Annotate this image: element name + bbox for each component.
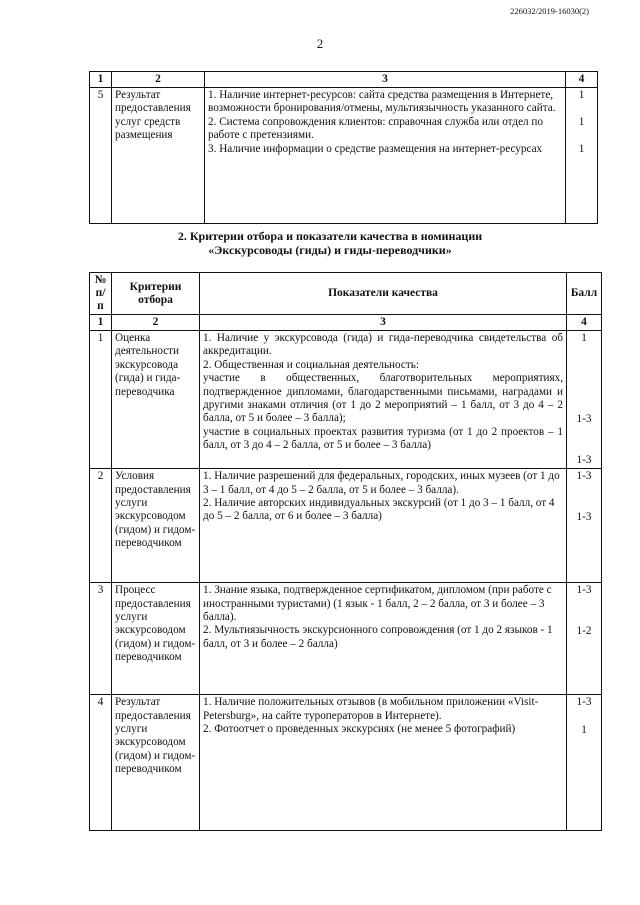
criterion-cell: Результат предоставления услуги экскурсоводом (гидом) и гидом-переводчиком <box>112 695 200 831</box>
row-number: 5 <box>90 88 112 224</box>
section-title-line: 2. Критерии отбора и показатели качества в номинации <box>177 229 483 243</box>
score-cell <box>567 695 602 831</box>
header-num: № п/п <box>90 273 112 315</box>
section-title-line: «Экскурсоводы (гиды) и гиды-переводчики» <box>208 243 452 257</box>
indicator-item: 2. Фотоотчет о проведенных экскурсиях (не менее 5 фотографий) <box>203 723 516 736</box>
table-row <box>90 88 598 224</box>
column-numbers-row <box>90 315 602 331</box>
page-number: 2 <box>316 36 324 51</box>
criteria-table-accommodation <box>89 71 598 224</box>
table-header-row <box>90 273 602 315</box>
table-row <box>90 469 602 583</box>
criterion-cell: Условия предоставления услуги экскурсоводом (гидом) и гидом-переводчиком <box>112 469 200 583</box>
indicator-item: 2. Наличие авторских индивидуальных экскурсий (от 1 до 3 – 1 балл, от 4 до 5 – 2 балла, от 6 и более – 3 балла) <box>203 497 555 523</box>
indicator-item: 1. Знание языка, подтвержденное сертификатом, дипломом (при работе с иностранными туристами) (1 язык - 1 балл, 2 – 2 балла, от 3 и более – 3 балла). <box>203 584 552 624</box>
score-value: 1 <box>578 143 585 156</box>
col-number: 2 <box>112 315 200 331</box>
score-value: 1 <box>581 332 587 344</box>
indicator-item: участие в социальных проектах развития туризма (от 1 до 2 проектов – 1 балл, от 3 до 4 – 2 балла, от 5 и более – 3 балла) <box>203 425 563 452</box>
col-number: 1 <box>90 72 112 88</box>
indicator-item: 2. Система сопровождения клиентов: справочная служба или отдел по работе с претензиями. <box>208 115 543 142</box>
col-number: 3 <box>200 315 567 331</box>
indicator-item: 1. Наличие у экскурсовода (гида) и гида-переводчика свидетельства об аккредитации. <box>203 332 563 358</box>
criterion-cell: Процесс предоставления услуги экскурсоводом (гидом) и гидом-переводчиком <box>112 583 200 695</box>
row-number: 1 <box>90 331 112 469</box>
document-id: 226032/2019-16030(2) <box>510 6 589 16</box>
score-cell <box>567 583 602 695</box>
score-value: 1-2 <box>576 624 592 637</box>
score-cell <box>567 469 602 583</box>
score-value: 1 <box>578 89 585 101</box>
indicators-cell <box>200 583 567 695</box>
row-number: 3 <box>90 583 112 695</box>
score-value: 1-3 <box>576 453 592 466</box>
criteria-table-guides <box>89 272 602 831</box>
table-row <box>90 331 602 469</box>
score-value: 1 <box>581 723 587 736</box>
score-value: 1-3 <box>576 470 592 483</box>
row-number: 4 <box>90 695 112 831</box>
indicators-cell <box>200 695 567 831</box>
header-score: Балл <box>567 273 602 315</box>
criterion-cell: Оценка деятельности экскурсовода (гида) и гида-переводчика <box>112 331 200 469</box>
section-title <box>120 229 540 257</box>
indicator-item: участие в общественных, благотворительных мероприятиях, подтвержденное дипломами, благодарственными письмами, наградами и другими знаками отличия (от 1 до 2 мероприятий – 1 балл, от 3 до 4 – 2 балла, от 5 и более – 3 балла); <box>203 372 563 425</box>
row-number: 2 <box>90 469 112 583</box>
indicators-cell <box>205 88 566 224</box>
col-number: 4 <box>567 315 602 331</box>
header-criterion: Критерии отбора <box>112 273 200 315</box>
score-cell <box>566 88 598 224</box>
header-indicators: Показатели качества <box>200 273 567 315</box>
table-row <box>90 695 602 831</box>
indicator-item: 1. Наличие разрешений для федеральных, городских, иных музеев (от 1 до 3 – 1 балл, от 4 до 5 – 2 балла, от 5 и более – 3 балла). <box>203 470 560 496</box>
score-cell <box>567 331 602 469</box>
indicator-item: 1. Наличие положительных отзывов (в мобильном приложении «Visit-Petersburg», на сайте туроператоров в Интернете). <box>203 696 539 722</box>
score-value: 1-3 <box>576 510 592 523</box>
score-value: 1-3 <box>576 413 592 426</box>
indicator-item: 3. Наличие информации о средстве размещения на интернет-ресурсах <box>208 142 543 155</box>
indicator-item: 2. Мультиязычность экскурсионного сопровождения (от 1 до 2 языков - 1 балл, от 3 и более – 2 балла) <box>203 624 553 650</box>
score-value: 1-3 <box>576 696 592 709</box>
indicator-item: 1. Наличие интернет-ресурсов: сайта средства размещения в Интернете, возможности бронирования/отмены, мультиязычность указанного сайта. <box>208 89 556 115</box>
indicators-cell <box>200 469 567 583</box>
score-value: 1-3 <box>576 584 592 597</box>
criterion-cell: Результат предоставления услуг средств размещения <box>112 88 205 224</box>
table-header-row <box>90 72 598 88</box>
score-value: 1 <box>578 116 585 129</box>
indicator-item: 2. Общественная и социальная деятельность: <box>203 358 419 371</box>
col-number: 4 <box>566 72 598 88</box>
table-row <box>90 583 602 695</box>
col-number: 3 <box>205 72 566 88</box>
col-number: 2 <box>112 72 205 88</box>
indicators-cell <box>200 331 567 469</box>
col-number: 1 <box>90 315 112 331</box>
